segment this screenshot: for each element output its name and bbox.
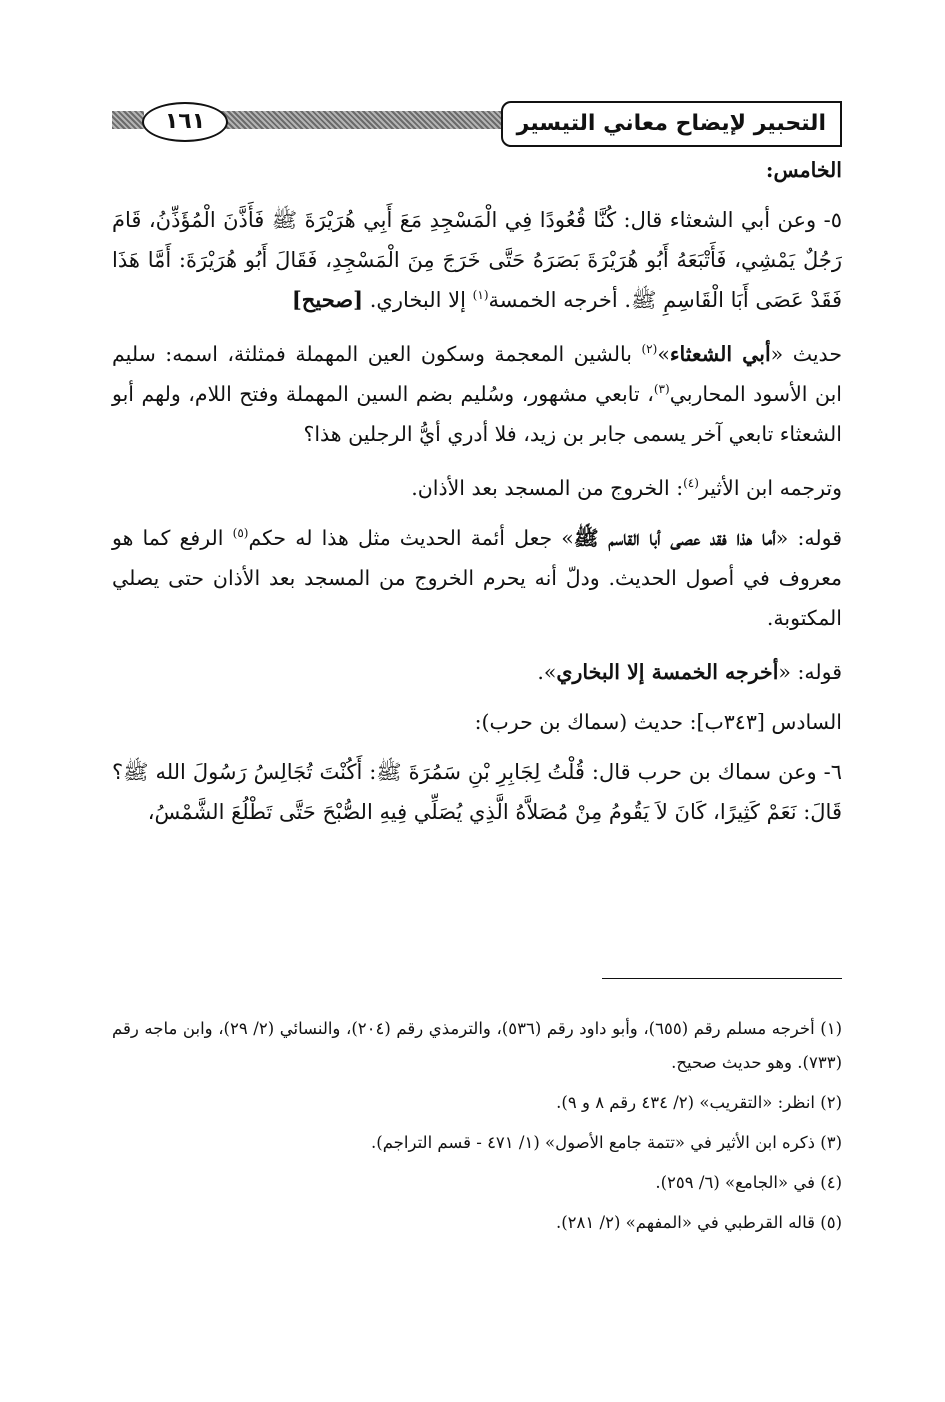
header-decorative-band-left	[112, 111, 144, 129]
hadith-grade: [صحيح]	[291, 287, 364, 312]
text-span: حديث «	[770, 342, 842, 366]
main-text	[112, 150, 842, 846]
quoted-phrase: أخرجه الخمسة إلا البخاري	[556, 660, 779, 684]
commentary-paragraph-3	[112, 518, 842, 638]
hadith-6: ٦- وعن سماك بن حرب قال: قُلْتُ لِجَابِرِ بْنِ سَمُرَةَ ﷺ: أَكُنْتَ تُجَالِسُ رَسُولَ الله ﷺ؟ قَالَ: نَعَمْ كَثِيرًا، كَانَ لاَ يَقُومُ مِنْ مُصَلاَّهُ الَّذِي يُصَلِّي فِيهِ الصُّبْحَ حَتَّى تَطْلُعَ الشَّمْسُ،	[112, 760, 842, 824]
text-span: »	[657, 342, 670, 366]
text-span: قوله: «	[778, 660, 842, 684]
footnote-2: (٢) انظر: «التقريب» (٢/ ٤٣٤ رقم ٨ و ٩).	[556, 1093, 842, 1112]
footnote-5: (٥) قاله القرطبي في «المفهم» (٢/ ٢٨١).	[555, 1213, 842, 1232]
footnote-3: (٣) ذكره ابن الأثير في «تتمة جامع الأصول» (١/ ٤٧١ - قسم التراجم).	[371, 1133, 842, 1152]
footnote-ref-5[interactable]: (٥)	[232, 526, 249, 541]
text-span: الرفع كما هو معروف في أصول الحديث. ودلّ أنه يحرم الخروج من المسجد بعد الأذان حتى يصلي المكتوبة.	[112, 526, 842, 630]
footnote-4: (٤) في «الجامع» (٦/ ٢٥٩).	[655, 1173, 842, 1192]
page-header	[112, 101, 842, 145]
commentary-paragraph-2	[112, 468, 842, 508]
page-number: ١٦١	[142, 102, 228, 142]
section-heading: الخامس:	[765, 158, 842, 182]
footnote-separator	[602, 978, 842, 979]
quoted-phrase: أما هذا فقد عصى أبا القاسم ﷺ	[573, 526, 776, 550]
footnote-ref-3[interactable]: (٣)	[653, 382, 670, 397]
hadith-5-text: ٥- وعن أبي الشعثاء قال: كُنَّا قُعُودًا فِي الْمَسْجِدِ مَعَ أَبِي هُرَيْرَةَ ﷺ فَأَذَّنَ الْمُؤَذِّنُ، قَامَ رَجُلٌ يَمْشِي، فَأَتْبَعَهُ أَبُو هُرَيْرَةَ بَصَرَهُ حَتَّى خَرَجَ مِنَ الْمَسْجِدِ، فَقَالَ أَبُو هُرَيْرَةَ: أَمَّا هَذَا فَقَدْ عَصَى أَبَا الْقَاسِمِ ﷺ. أخرجه الخمسة	[112, 208, 842, 312]
footnote-ref-2[interactable]: (٢)	[641, 342, 658, 357]
section-heading-6: السادس [٣٤٣ب]: حديث (سماك بن حرب):	[474, 710, 842, 734]
footnote-1: (١) أخرجه مسلم رقم (٦٥٥)، وأبو داود رقم (٥٣٦)، والترمذي رقم (٢٠٤)، والنسائي (٢/ ٢٩)، وابن ماجه رقم (٧٣٣). وهو حديث صحيح.	[112, 1019, 843, 1072]
narrator-name: أبي الشعثاء	[669, 342, 771, 366]
footnote-ref-4[interactable]: (٤)	[683, 476, 699, 491]
text-span: » جعل أئمة الحديث مثل هذا له حكم	[248, 526, 574, 550]
text-span: ، تابعي مشهور، وسُليم بضم السين المهملة وفتح اللام، ولهم أبو الشعثاء تابعي آخر يسمى جابر بن زيد، فلا أدري أيُّ الرجلين هذا؟	[112, 382, 842, 446]
text-span: قوله: «	[775, 526, 842, 550]
text-span: : الخروج من المسجد بعد الأذان.	[411, 476, 684, 500]
text-span: بالشين المعجمة وسكون العين المهملة فمثلثة، اسمه: سليم ابن الأسود المحاربي	[112, 342, 842, 406]
hadith-5-after: إلا البخاري.	[369, 288, 473, 312]
hadith-5	[112, 200, 842, 320]
footnote-ref-1[interactable]: (١)	[472, 288, 489, 302]
text-span: وترجمه ابن الأثير	[698, 476, 842, 500]
footnotes	[112, 1012, 842, 1246]
commentary-paragraph-4	[112, 652, 842, 692]
commentary-paragraph-1	[112, 334, 842, 454]
text-span: ».	[537, 660, 557, 684]
book-title: التحبير لإيضاح معاني التيسير	[501, 101, 842, 147]
